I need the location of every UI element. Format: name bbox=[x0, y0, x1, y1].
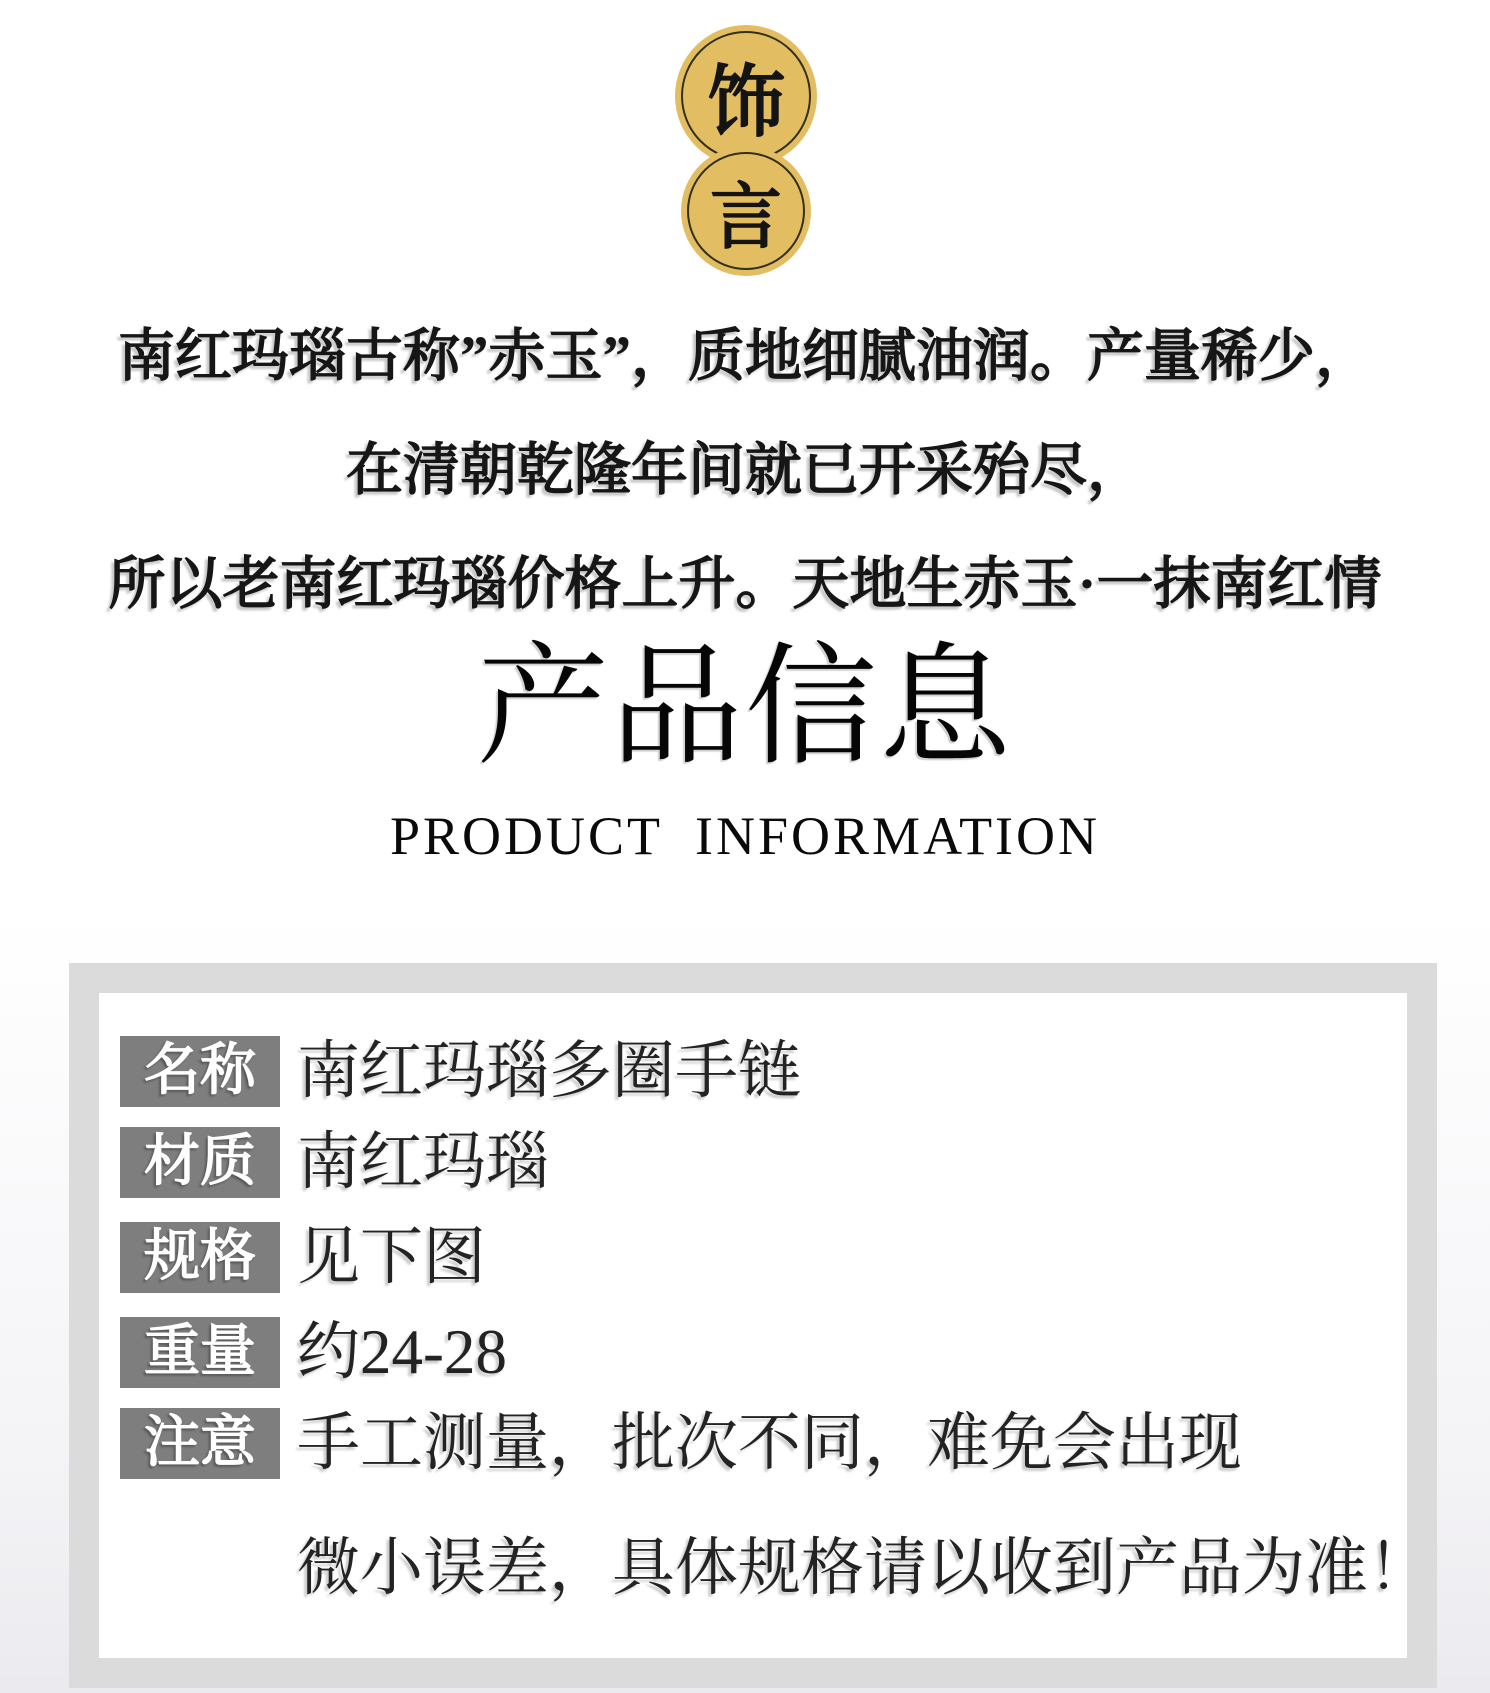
intro-line-1: 南红玛瑙古称”赤玉”，质地细腻油润。产量稀少， bbox=[118, 325, 1372, 388]
spec-value-weight: 约24-28 bbox=[297, 1317, 507, 1387]
intro-paragraph bbox=[0, 300, 1490, 642]
spec-value-name: 南红玛瑙多圈手链 bbox=[297, 1036, 801, 1106]
brand-seal-bottom bbox=[681, 146, 811, 276]
section-title-cn: 产品信息 bbox=[477, 634, 1013, 781]
spec-value-notice-line1: 手工测量，批次不同，难免会出现 bbox=[297, 1408, 1242, 1478]
spec-label-name: 名称 bbox=[120, 1036, 280, 1107]
spec-value-notice-line2: 微小误差，具体规格请以收到产品为准！ bbox=[297, 1533, 1431, 1603]
spec-label-weight: 重量 bbox=[120, 1317, 280, 1388]
intro-line-3: 所以老南红玛瑙价格上升。天地生赤玉·一抹南红情 bbox=[108, 553, 1382, 616]
spec-label-notice: 注意 bbox=[120, 1408, 280, 1479]
spec-label-size: 规格 bbox=[120, 1222, 280, 1293]
brand-char-bottom: 言 bbox=[709, 178, 782, 258]
spec-value-size: 见下图 bbox=[297, 1222, 486, 1292]
spec-value-material: 南红玛瑙 bbox=[297, 1127, 549, 1197]
intro-line-2: 在清朝乾隆年间就已开采殆尽， bbox=[346, 439, 1144, 502]
section-title-en: PRODUCT INFORMATION bbox=[389, 806, 1101, 866]
brand-char-top: 饰 bbox=[706, 59, 785, 146]
spec-label-material: 材质 bbox=[120, 1127, 280, 1198]
